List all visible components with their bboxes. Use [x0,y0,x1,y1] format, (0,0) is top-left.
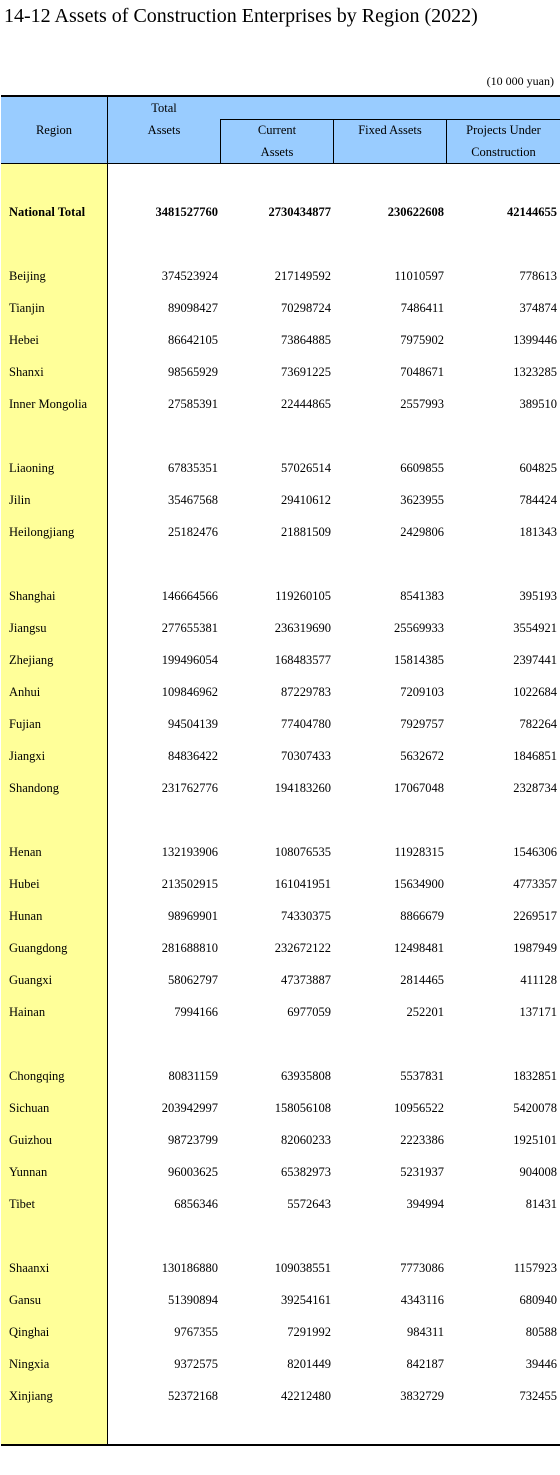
region-name: Beijing [9,269,46,283]
total-assets: 94504139 [168,717,218,731]
current-assets: 5572643 [287,1197,331,1211]
fixed-assets: 15634900 [394,877,444,891]
projects-under-construction: 411128 [520,973,557,987]
projects-under-construction: 389510 [519,397,557,411]
current-assets: 109038551 [274,1261,331,1275]
current-assets: 8201449 [287,1357,331,1371]
header-projects-line1: Projects Under [466,123,541,137]
region-name: Anhui [9,685,41,699]
table-row [1,1188,560,1220]
region-name: Hubei [9,877,40,891]
current-assets: 73864885 [281,333,331,347]
fixed-assets: 8866679 [400,909,444,923]
page-title: 14-12 Assets of Construction Enterprises by Region (2022) [4,5,478,27]
fixed-assets: 8541383 [400,589,444,603]
fixed-assets: 15814385 [394,653,444,667]
fixed-assets: 6609855 [400,461,444,475]
total-assets: 277655381 [161,621,218,635]
projects-under-construction: 1323285 [513,365,557,379]
projects-under-construction: 2328734 [513,781,557,795]
current-assets: 161041951 [274,877,331,891]
total-assets: 199496054 [161,653,218,667]
current-assets: 232672122 [274,941,331,955]
fixed-assets: 25569933 [394,621,444,635]
fixed-assets: 7486411 [400,301,444,315]
table-row [1,740,560,772]
total-assets: 213502915 [161,877,218,891]
current-assets: 47373887 [281,973,331,987]
region-name: Guizhou [9,1133,53,1147]
region-name: Xinjiang [9,1389,53,1403]
table-row [1,772,560,804]
total-assets: 374523924 [161,269,218,283]
header-current-line1: Current [257,123,297,137]
header-fixed: Fixed Assets [358,123,422,137]
table-row [1,292,560,324]
current-assets: 158056108 [274,1101,331,1115]
total-assets: 109846962 [161,685,218,699]
projects-under-construction: 782264 [519,717,557,731]
table-row [1,356,560,388]
fixed-assets: 7929757 [400,717,444,731]
current-assets: 29410612 [281,493,331,507]
region-name: Yunnan [9,1165,48,1179]
projects-under-construction: 395193 [519,589,557,603]
current-assets: 65382973 [281,1165,331,1179]
total-assets: 58062797 [168,973,218,987]
projects-under-construction: 1987949 [513,941,557,955]
projects-under-construction: 81431 [525,1197,557,1211]
fixed-assets: 394994 [406,1197,444,1211]
table-row [1,1380,560,1412]
total-assets: 98969901 [168,909,218,923]
table-row [1,964,560,996]
current-assets: 82060233 [281,1133,331,1147]
region-name: Tibet [9,1197,35,1211]
region-name: Qinghai [9,1325,50,1339]
total-assets: 89098427 [168,301,218,315]
projects-under-construction: 80588 [525,1325,557,1339]
current-assets: 87229783 [281,685,331,699]
table-row [1,1284,560,1316]
current-assets: 217149592 [274,269,331,283]
current-assets: 42212480 [281,1389,331,1403]
table-row [1,676,560,708]
table-row [1,516,560,548]
current-assets: 108076535 [274,845,331,859]
current-assets: 22444865 [281,397,331,411]
projects-under-construction: 904008 [519,1165,557,1179]
projects-under-construction: 604825 [519,461,557,475]
current-assets: 70307433 [281,749,331,763]
projects-under-construction: 2397441 [513,653,557,667]
region-name: Zhejiang [9,653,54,667]
region-name: Hunan [9,909,43,923]
fixed-assets: 11928315 [394,845,444,859]
total-assets: 6856346 [174,1197,218,1211]
header-total-line2: Assets [147,123,181,137]
fixed-assets: 230622608 [387,205,444,219]
total-assets: 146664566 [161,589,218,603]
fixed-assets: 12498481 [394,941,444,955]
total-assets: 96003625 [168,1165,218,1179]
total-assets: 231762776 [161,781,218,795]
table-row [1,388,560,420]
fixed-assets: 3832729 [400,1389,444,1403]
header-projects-line2: Construction [471,145,536,159]
region-name: Liaoning [9,461,55,475]
fixed-assets: 842187 [406,1357,444,1371]
fixed-assets: 252201 [406,1005,444,1019]
region-name: Jilin [9,493,31,507]
region-name: Fujian [9,717,41,731]
projects-under-construction: 778613 [519,269,557,283]
assets-table [1,95,560,1446]
total-assets: 52372168 [168,1389,218,1403]
projects-under-construction: 1022684 [513,685,557,699]
current-assets: 74330375 [281,909,331,923]
fixed-assets: 5537831 [400,1069,444,1083]
total-assets: 9372575 [174,1357,218,1371]
table-row [1,1156,560,1188]
fixed-assets: 7773086 [400,1261,444,1275]
fixed-assets: 2223386 [400,1133,444,1147]
projects-under-construction: 680940 [519,1293,557,1307]
region-name: Hainan [9,1005,46,1019]
projects-under-construction: 374874 [519,301,557,315]
region-name: Sichuan [9,1101,50,1115]
table-row [1,900,560,932]
region-name: Heilongjiang [9,525,75,539]
total-assets: 203942997 [161,1101,218,1115]
region-name: National Total [9,205,86,219]
current-assets: 63935808 [281,1069,331,1083]
fixed-assets: 2429806 [400,525,444,539]
total-assets: 51390894 [168,1293,218,1307]
region-name: Jiangxi [9,749,46,763]
projects-under-construction: 1399446 [513,333,557,347]
total-assets: 281688810 [161,941,218,955]
fixed-assets: 7209103 [400,685,444,699]
current-assets: 2730434877 [268,205,331,219]
total-assets: 98723799 [168,1133,218,1147]
current-assets: 6977059 [287,1005,331,1019]
header-total-line1: Total [151,101,177,115]
region-name: Shaanxi [9,1261,50,1275]
fixed-assets: 2557993 [400,397,444,411]
fixed-assets: 17067048 [394,781,444,795]
header-current-line2: Assets [260,145,294,159]
projects-under-construction: 3554921 [513,621,557,635]
region-name: Hebei [9,333,39,347]
header-region: Region [35,123,73,137]
fixed-assets: 10956522 [394,1101,444,1115]
projects-under-construction: 4773357 [513,877,557,891]
region-name: Guangxi [9,973,53,987]
unit-label: (10 000 yuan) [486,74,554,88]
total-assets: 25182476 [168,525,218,539]
projects-under-construction: 42144655 [507,205,557,219]
current-assets: 39254161 [281,1293,331,1307]
table-row [1,996,560,1028]
region-name: Gansu [9,1293,41,1307]
table-row [1,324,560,356]
total-assets: 98565929 [168,365,218,379]
table-row [1,1060,560,1092]
total-assets: 67835351 [168,461,218,475]
current-assets: 236319690 [274,621,331,635]
table-row [1,708,560,740]
total-assets: 7994166 [174,1005,218,1019]
table-row [1,260,560,292]
projects-under-construction: 1846851 [513,749,557,763]
fixed-assets: 7048671 [400,365,444,379]
fixed-assets: 984311 [406,1325,444,1339]
total-assets: 27585391 [168,397,218,411]
current-assets: 57026514 [281,461,331,475]
fixed-assets: 7975902 [400,333,444,347]
region-name: Shandong [9,781,59,795]
table-row [1,868,560,900]
table-row [1,836,560,868]
table-row [1,580,560,612]
region-name: Henan [9,845,42,859]
total-assets: 3481527760 [155,205,218,219]
fixed-assets: 11010597 [394,269,444,283]
current-assets: 73691225 [281,365,331,379]
fixed-assets: 5632672 [400,749,444,763]
current-assets: 21881509 [281,525,331,539]
table-row [1,1348,560,1380]
projects-under-construction: 137171 [519,1005,557,1019]
region-name: Tianjin [9,301,45,315]
projects-under-construction: 5420078 [513,1101,557,1115]
region-name: Ningxia [9,1357,50,1371]
current-assets: 7291992 [287,1325,331,1339]
current-assets: 119260105 [275,589,331,603]
total-assets: 84836422 [168,749,218,763]
total-assets: 35467568 [168,493,218,507]
total-assets: 80831159 [168,1069,218,1083]
total-assets: 130186880 [161,1261,218,1275]
projects-under-construction: 1157923 [513,1261,557,1275]
projects-under-construction: 181343 [519,525,557,539]
region-name: Inner Mongolia [9,397,88,411]
projects-under-construction: 39446 [525,1357,557,1371]
total-assets: 86642105 [168,333,218,347]
projects-under-construction: 1925101 [513,1133,557,1147]
table-row [1,612,560,644]
total-assets: 9767355 [174,1325,218,1339]
region-name: Guangdong [9,941,68,955]
table-row [1,1092,560,1124]
region-name: Jiangsu [9,621,47,635]
current-assets: 70298724 [281,301,331,315]
header-bottom-rule [1,163,560,164]
fixed-assets: 2814465 [400,973,444,987]
projects-under-construction: 1832851 [513,1069,557,1083]
national-total-row [1,196,560,228]
projects-under-construction: 2269517 [513,909,557,923]
current-assets: 168483577 [274,653,331,667]
table-row [1,932,560,964]
projects-under-construction: 1546306 [513,845,557,859]
table-row [1,484,560,516]
current-assets: 194183260 [274,781,331,795]
total-assets: 132193906 [161,845,218,859]
table-row [1,644,560,676]
table-row [1,1252,560,1284]
current-assets: 77404780 [281,717,331,731]
region-name: Chongqing [9,1069,65,1083]
fixed-assets: 3623955 [400,493,444,507]
region-name: Shanxi [9,365,44,379]
region-name: Shanghai [9,589,56,603]
table-row [1,1124,560,1156]
fixed-assets: 4343116 [400,1293,444,1307]
table-row [1,1316,560,1348]
projects-under-construction: 732455 [519,1389,557,1403]
table-row [1,452,560,484]
projects-under-construction: 784424 [519,493,557,507]
fixed-assets: 5231937 [400,1165,444,1179]
